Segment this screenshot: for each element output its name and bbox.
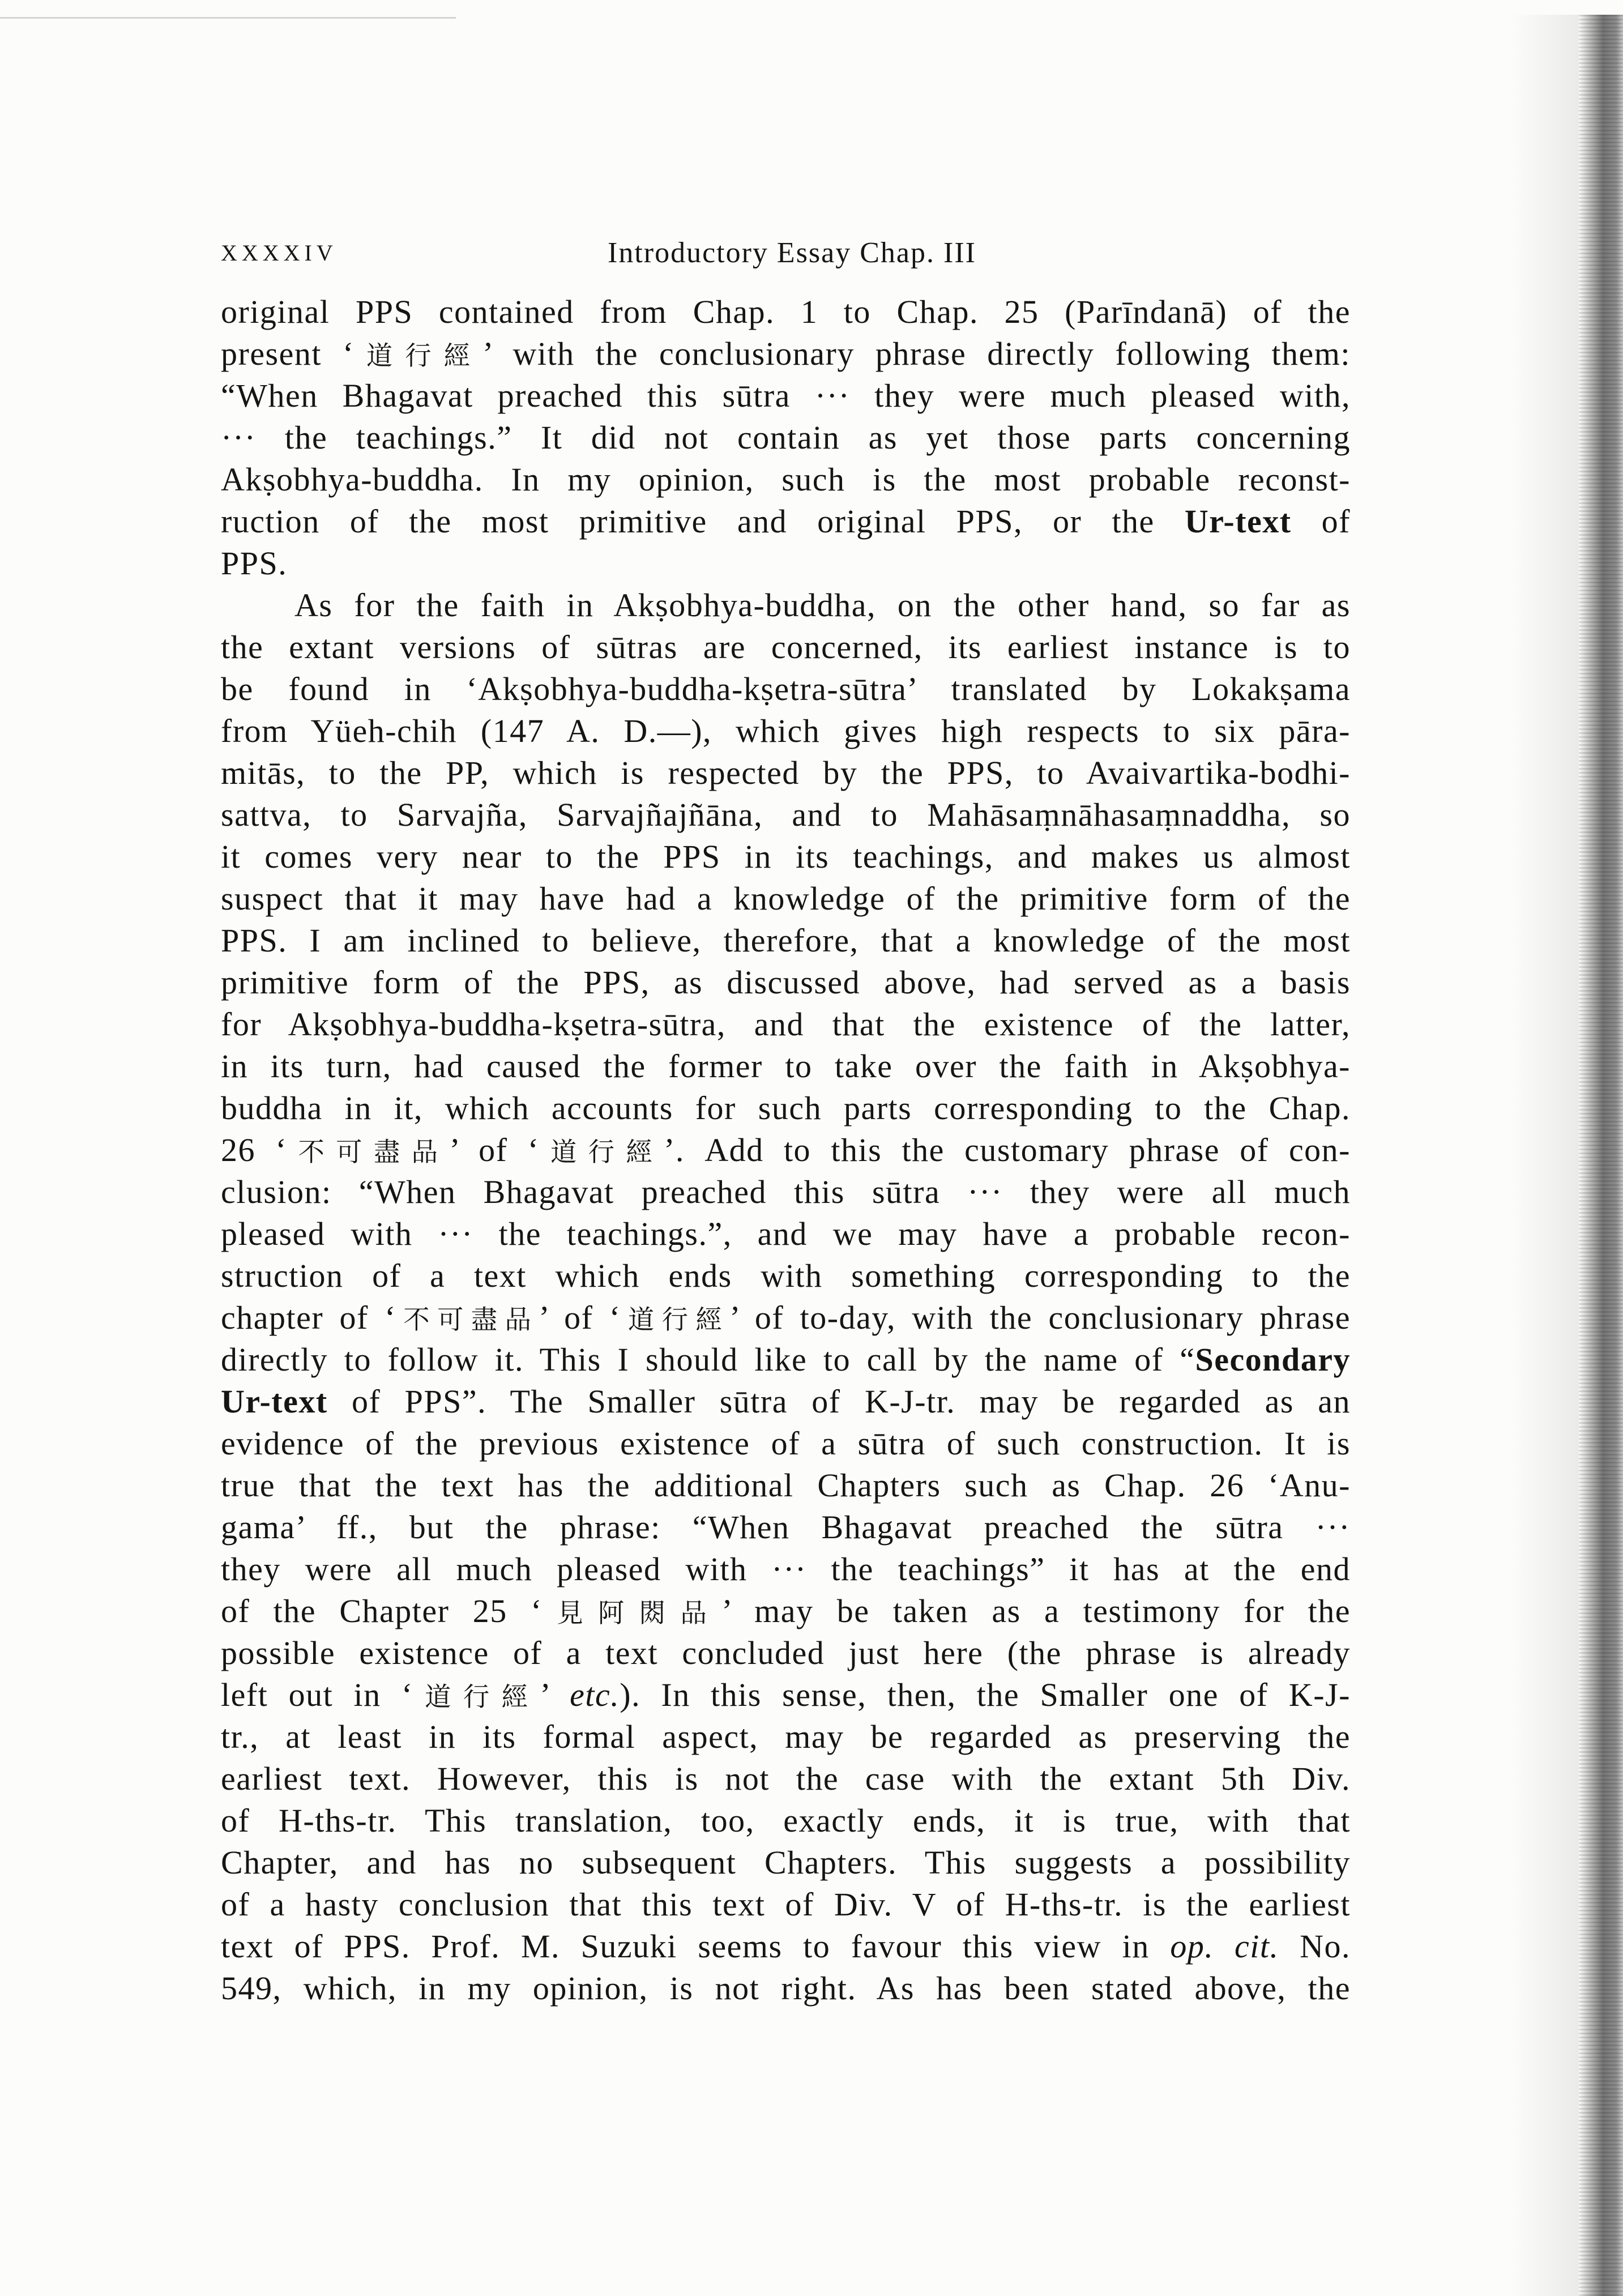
text-run: buddha in it, which accounts for such parts corresponding to the Chap.: [221, 1090, 1351, 1126]
text-run: of PPS”. The Smaller sūtra of K-J-tr. may be regarded as an: [327, 1383, 1351, 1420]
text-run: PPS.: [221, 545, 288, 582]
cjk-text: 道行經: [354, 340, 482, 371]
text-run: clusion: “When Bhagavat preached this sūtra ··· they were all much: [221, 1173, 1351, 1210]
text-line: [221, 375, 1351, 417]
text-run: sattva, to Sarvajña, Sarvajñajñāna, and to Mahāsaṃnāhasaṃnaddha, so: [221, 796, 1351, 833]
scan-shadow-light: [1511, 15, 1579, 2296]
text-run: ’: [540, 1676, 570, 1713]
text-line: [221, 1800, 1351, 1842]
running-title: Introductory Essay Chap. III: [608, 237, 976, 269]
text-run: of a hasty conclusion that this text of Div. V of H-ths-tr. is the earliest: [221, 1886, 1351, 1923]
text-line: [221, 1548, 1351, 1590]
text-line: [221, 668, 1351, 710]
text-line: [221, 752, 1351, 794]
text-line: [221, 417, 1351, 459]
text-line: [221, 1507, 1351, 1548]
cjk-text: 不可盡品: [287, 1137, 450, 1167]
text-run: ’ of to-day, with the conclusionary phrase: [729, 1299, 1351, 1336]
cjk-text: 道行經: [621, 1304, 730, 1335]
text-run: No.: [1279, 1928, 1351, 1965]
text-run: present ‘: [221, 335, 355, 372]
text-line: [221, 878, 1351, 920]
text-run: for Akṣobhya-buddha-kṣetra-sūtra, and that the existence of the latter,: [221, 1006, 1351, 1043]
text-run: chapter of ‘: [221, 1299, 396, 1336]
cjk-text: 見阿閦品: [542, 1598, 722, 1628]
text-run: As for the faith in Akṣobhya-buddha, on the other hand, so far as: [294, 587, 1351, 624]
text-line: [221, 962, 1351, 1004]
text-run: ’ of ‘: [539, 1299, 621, 1336]
bold-text: Secondary: [1195, 1341, 1351, 1378]
text-line: [221, 1339, 1351, 1381]
text-run: earliest text. However, this is not the case with the extant 5th Div.: [221, 1760, 1351, 1797]
text-run: possible existence of a text concluded just here (the phrase is already: [221, 1634, 1351, 1671]
text-run: tr., at least in its formal aspect, may be regarded as preserving the: [221, 1718, 1351, 1755]
text-run: ruction of the most primitive and original PPS, or the: [221, 503, 1185, 540]
text-line: [221, 584, 1351, 626]
text-run: true that the text has the additional Chapters such as Chap. 26 ‘Anu-: [221, 1467, 1351, 1504]
text-run: suspect that it may have had a knowledge of the primitive form of the: [221, 880, 1351, 917]
cjk-text: 道行經: [539, 1137, 664, 1167]
text-run: directly to follow it. This I should like to call by the name of “: [221, 1341, 1195, 1378]
text-run: mitās, to the PP, which is respected by the PPS, to Avaivartika-bodhi-: [221, 754, 1351, 791]
text-run: they were all much pleased with ··· the teachings” it has at the end: [221, 1551, 1351, 1587]
text-line: [221, 626, 1351, 668]
text-run: ··· the teachings.” It did not contain as yet those parts concerning: [221, 419, 1351, 456]
text-run: in its turn, had caused the former to take over the faith in Akṣobhya-: [221, 1048, 1351, 1085]
text-run: of the Chapter 25 ‘: [221, 1593, 543, 1629]
text-run: ). In this sense, then, the Smaller one of K-J-: [620, 1676, 1351, 1713]
text-line: [221, 1674, 1351, 1716]
scan-edge-line: [0, 17, 456, 19]
text-run: ’ may be taken as a testimony for the: [721, 1593, 1351, 1629]
text-line: [221, 1968, 1351, 2009]
text-run: struction of a text which ends with something corresponding to the: [221, 1257, 1351, 1294]
text-line: [221, 1632, 1351, 1674]
text-line: [221, 1087, 1351, 1129]
bold-text: Ur-text: [221, 1383, 328, 1420]
text-run: pleased with ··· the teachings.”, and we may have a probable recon-: [221, 1215, 1351, 1252]
text-line: [221, 1129, 1351, 1171]
text-run: left out in ‘: [221, 1676, 413, 1713]
text-line: [221, 501, 1351, 543]
text-run: it comes very near to the PPS in its teachings, and makes us almost: [221, 838, 1351, 875]
paragraph: [221, 291, 1351, 584]
text-line: [221, 1884, 1351, 1926]
text-line: [221, 1842, 1351, 1884]
text-line: [221, 1171, 1351, 1213]
text-line: [221, 710, 1351, 752]
text-line: [221, 1926, 1351, 1968]
text-line: [221, 1758, 1351, 1800]
scan-shadow: [1579, 15, 1623, 2296]
text-line: [221, 836, 1351, 878]
text-line: [221, 1297, 1351, 1339]
text-line: [221, 1716, 1351, 1758]
text-line: [221, 459, 1351, 501]
page-header: [221, 232, 1351, 274]
text-run: of: [1291, 503, 1351, 540]
text-run: gama’ ff., but the phrase: “When Bhagavat preached the sūtra ···: [221, 1509, 1351, 1546]
text-line: [221, 1045, 1351, 1087]
text-run: be found in ‘Akṣobhya-buddha-kṣetra-sūtra’ translated by Lokakṣama: [221, 671, 1351, 707]
text-run: 26 ‘: [221, 1132, 288, 1168]
text-run: PPS. I am inclined to believe, therefore, that a knowledge of the most: [221, 922, 1351, 959]
text-line: [221, 794, 1351, 836]
text-run: from Yüeh-chih (147 A. D.—), which gives high respects to six pāra-: [221, 712, 1351, 749]
text-run: ’ of ‘: [449, 1132, 540, 1168]
text-line: [221, 1213, 1351, 1255]
text-run: ’ with the conclusionary phrase directly following them:: [482, 335, 1351, 372]
italic-text: etc.: [570, 1676, 620, 1713]
cjk-text: 道行經: [413, 1682, 540, 1712]
text-line: [221, 1590, 1351, 1632]
body-text: [221, 291, 1351, 2009]
text-run: “When Bhagavat preached this sūtra ··· they were much pleased with,: [221, 377, 1351, 414]
italic-text: op. cit.: [1170, 1928, 1279, 1965]
text-run: Akṣobhya-buddha. In my opinion, such is the most probable reconst-: [221, 461, 1351, 498]
paragraph: [221, 584, 1351, 2009]
text-run: primitive form of the PPS, as discussed above, had served as a basis: [221, 964, 1351, 1001]
text-run: the extant versions of sūtras are concerned, its earliest instance is to: [221, 629, 1351, 665]
text-run: of H-ths-tr. This translation, too, exactly ends, it is true, with that: [221, 1802, 1351, 1839]
text-run: evidence of the previous existence of a sūtra of such construction. It is: [221, 1425, 1351, 1462]
bold-text: Ur-text: [1184, 503, 1292, 540]
text-line: [221, 920, 1351, 962]
text-run: 549, which, in my opinion, is not right. As has been stated above, the: [221, 1970, 1351, 2007]
text-run: original PPS contained from Chap. 1 to Chap. 25 (Parīndanā) of the: [221, 293, 1351, 330]
text-line: [221, 1423, 1351, 1465]
text-run: text of PPS. Prof. M. Suzuki seems to favour this view in: [221, 1928, 1171, 1965]
cjk-text: 不可盡品: [396, 1304, 539, 1335]
text-line: [221, 543, 1351, 584]
page-number: XXXXIV: [221, 240, 338, 266]
text-line: [221, 1381, 1351, 1423]
text-run: ’. Add to this the customary phrase of con-: [664, 1132, 1351, 1168]
text-line: [221, 1004, 1351, 1045]
text-line: [221, 291, 1351, 333]
text-run: Chapter, and has no subsequent Chapters. This suggests a possibility: [221, 1844, 1351, 1881]
text-line: [221, 1255, 1351, 1297]
text-line: [221, 1465, 1351, 1507]
text-line: [221, 333, 1351, 375]
